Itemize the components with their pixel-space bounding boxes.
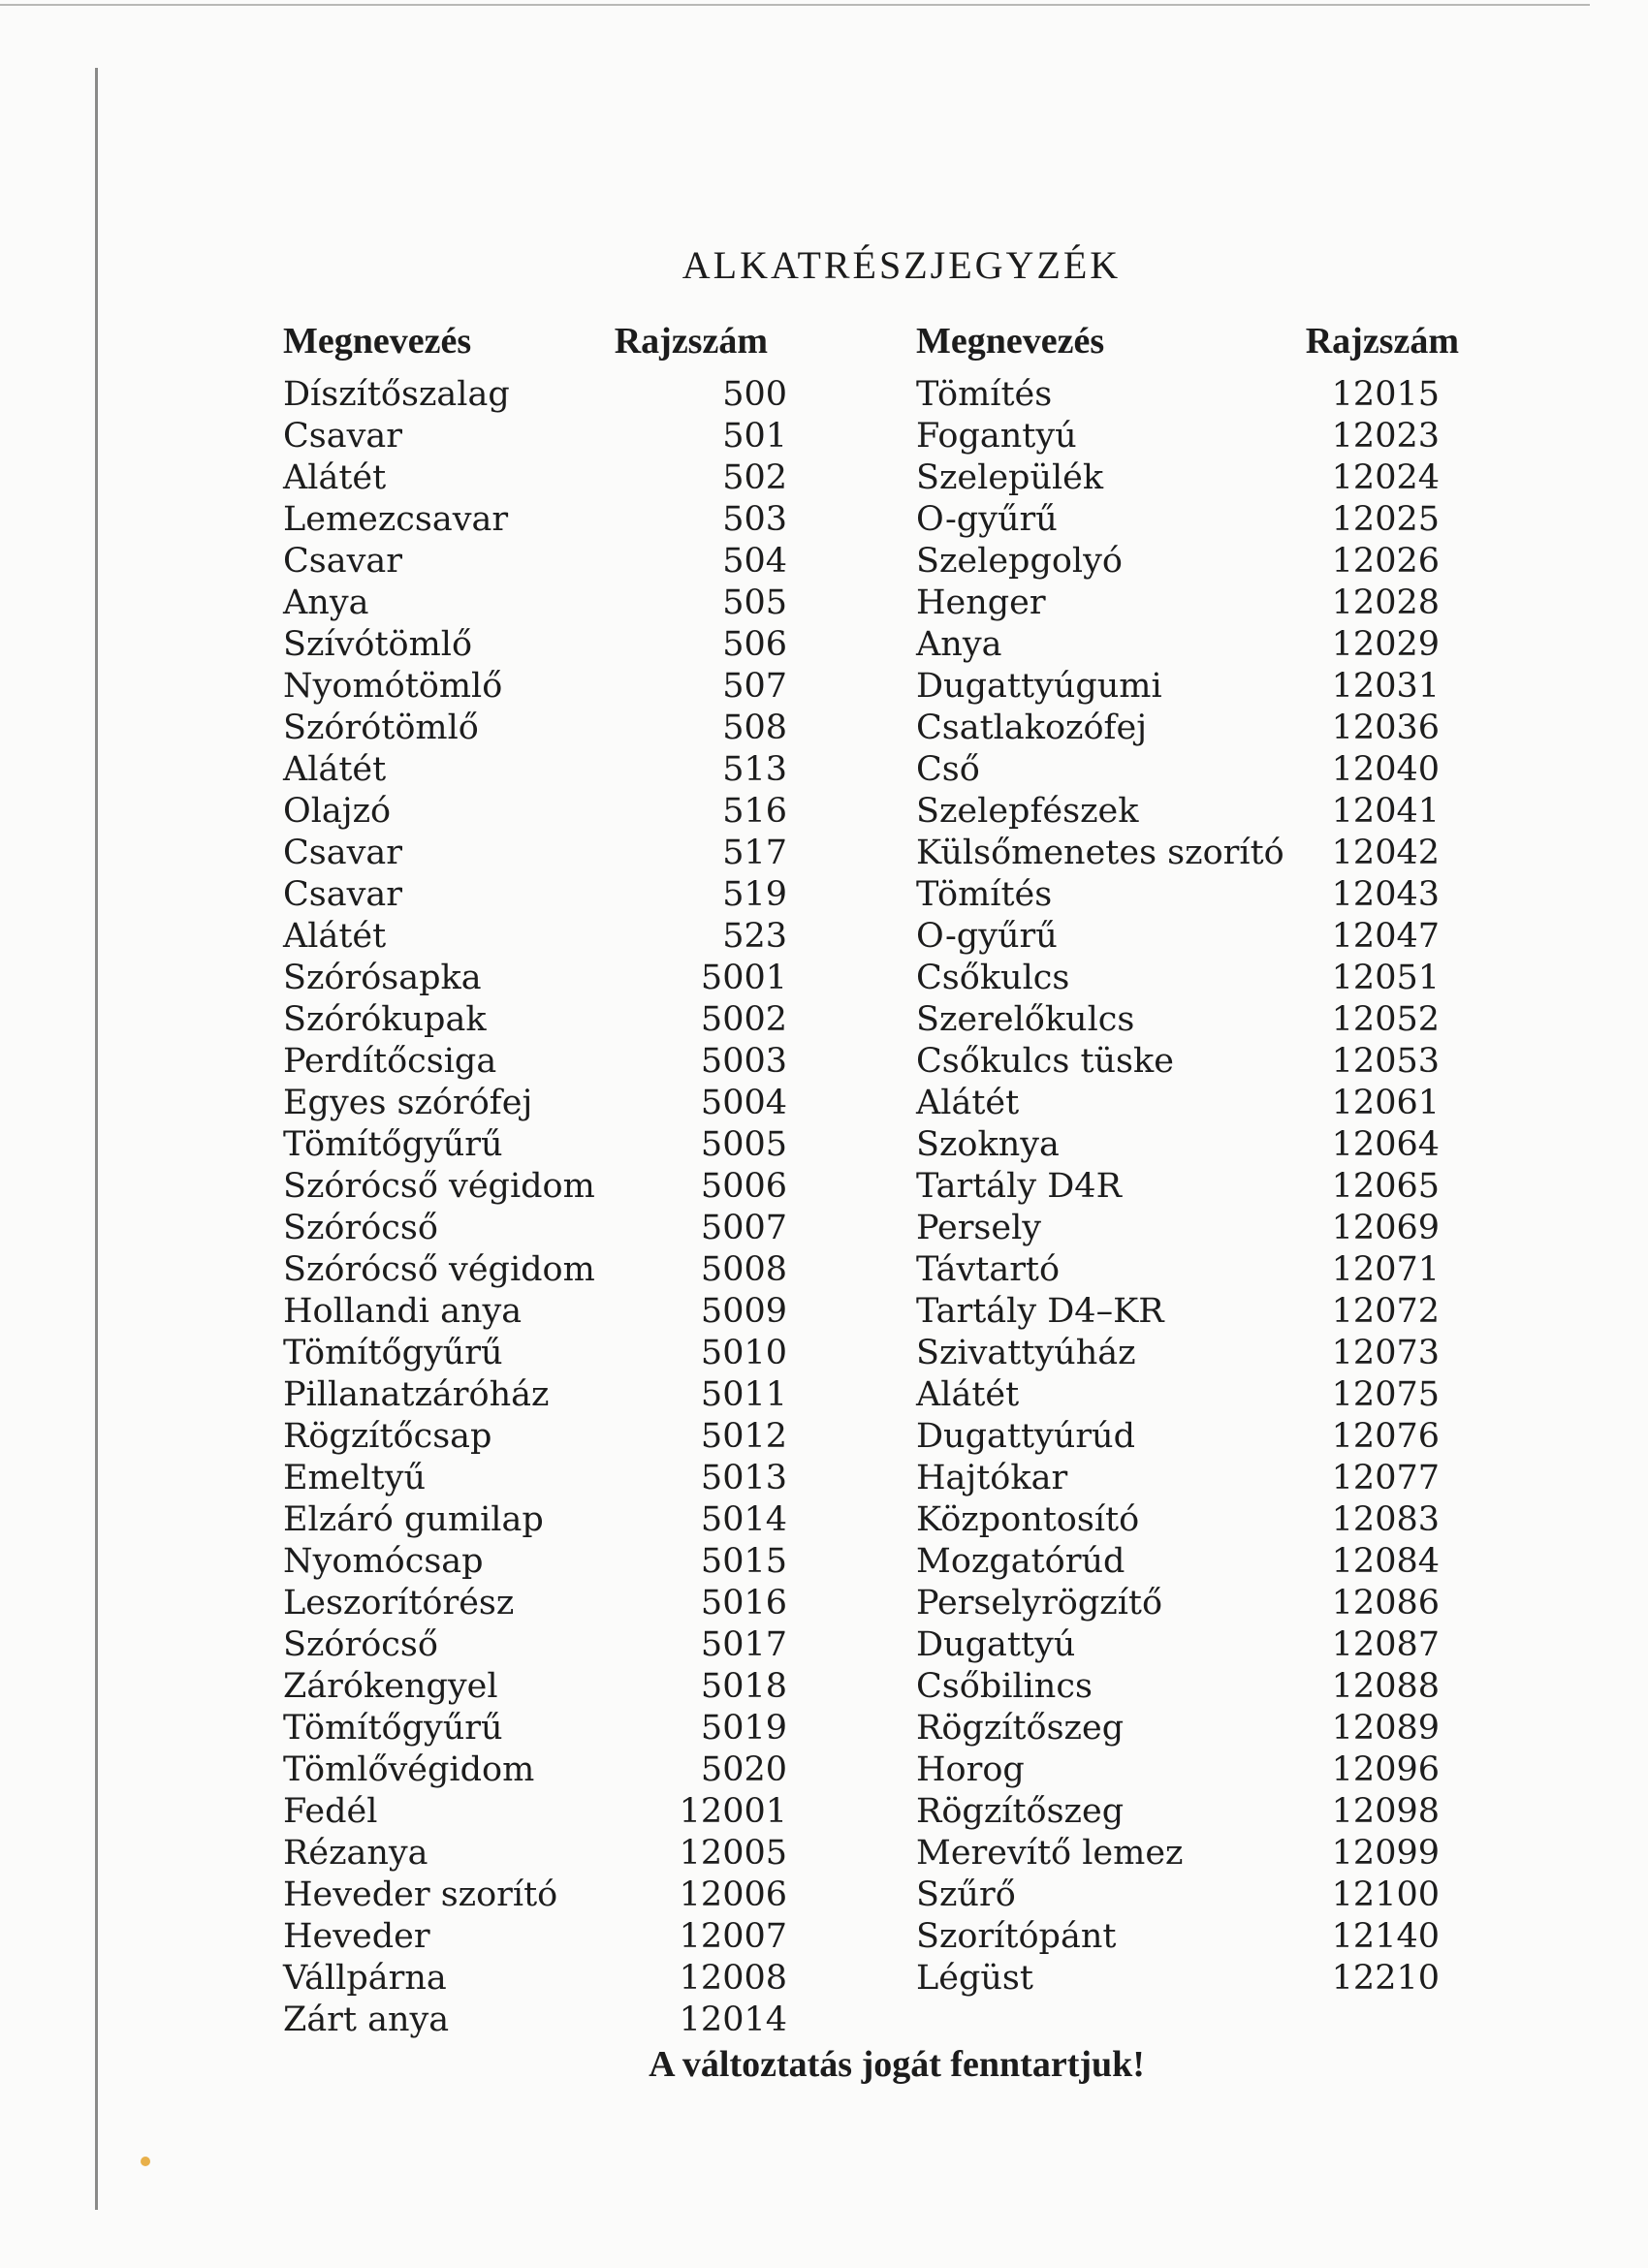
part-code: 12041	[1331, 792, 1440, 831]
part-name: Csőkulcs tüske	[916, 1042, 1174, 1081]
part-name: Heveder	[283, 1917, 430, 1956]
part-name: Szívótömlő	[283, 625, 473, 664]
parts-list-left	[283, 374, 787, 2041]
table-row	[283, 374, 787, 416]
table-row	[916, 583, 1440, 624]
part-code: 5010	[700, 1334, 787, 1372]
table-row	[283, 791, 787, 833]
part-name: Csatlakozófej	[916, 709, 1148, 747]
part-code: 506	[722, 625, 787, 664]
part-code: 5018	[700, 1667, 787, 1706]
part-code: 12096	[1331, 1750, 1440, 1789]
part-name: Hajtókar	[916, 1459, 1068, 1497]
part-code: 516	[722, 792, 787, 831]
part-code: 12076	[1331, 1417, 1440, 1456]
part-name: Csőkulcs	[916, 959, 1070, 997]
table-row	[916, 874, 1440, 916]
table-row	[916, 791, 1440, 833]
table-row	[283, 1833, 787, 1874]
table-row	[283, 1166, 787, 1208]
part-code: 12210	[1331, 1959, 1440, 1998]
part-code: 507	[722, 667, 787, 706]
part-name: Tömítőgyűrű	[283, 1334, 503, 1372]
part-name: Tömítőgyűrű	[283, 1709, 503, 1748]
part-name: Csavar	[283, 875, 402, 914]
table-row	[916, 1666, 1440, 1708]
part-name: Nyomócsap	[283, 1542, 484, 1581]
part-code: 12064	[1331, 1125, 1440, 1164]
table-row	[916, 916, 1440, 958]
table-row	[283, 1041, 787, 1083]
part-name: Zárt anya	[283, 2000, 450, 2039]
table-row	[916, 1583, 1440, 1624]
table-row	[916, 1624, 1440, 1666]
part-name: Szórósapka	[283, 959, 482, 997]
part-code: 12072	[1331, 1292, 1440, 1331]
header-name: Megnevezés	[916, 321, 1105, 362]
part-name: Légüst	[916, 1959, 1033, 1998]
part-code: 5014	[700, 1500, 787, 1539]
header-code: Rajzszám	[614, 321, 768, 362]
part-code: 12088	[1331, 1667, 1440, 1706]
part-name: Elzáró gumilap	[283, 1500, 544, 1539]
part-code: 12029	[1331, 625, 1440, 664]
part-name: Persely	[916, 1209, 1042, 1247]
part-code: 12031	[1331, 667, 1440, 706]
table-row	[283, 1666, 787, 1708]
part-code: 12073	[1331, 1334, 1440, 1372]
part-name: Tartály D4–KR	[916, 1292, 1164, 1331]
table-row	[916, 1291, 1440, 1333]
table-row	[916, 1124, 1440, 1166]
table-row	[916, 1208, 1440, 1249]
part-name: Szórócső végidom	[283, 1167, 595, 1206]
left-margin-rule	[95, 68, 98, 2210]
part-code: 12042	[1331, 834, 1440, 872]
part-name: Perselyrögzítő	[916, 1584, 1163, 1622]
table-row	[283, 1541, 787, 1583]
part-code: 5019	[700, 1709, 787, 1748]
part-code: 501	[722, 417, 787, 456]
part-code: 12140	[1331, 1917, 1440, 1956]
part-code: 12071	[1331, 1250, 1440, 1289]
table-row	[916, 1458, 1440, 1499]
table-row	[916, 1041, 1440, 1083]
part-code: 12043	[1331, 875, 1440, 914]
part-name: Alátét	[916, 1084, 1020, 1122]
part-name: Lemezcsavar	[283, 500, 509, 539]
part-name: Rögzítőszeg	[916, 1792, 1125, 1831]
part-code: 5003	[700, 1042, 787, 1081]
table-row	[283, 916, 787, 958]
part-code: 12024	[1331, 458, 1440, 497]
part-code: 12099	[1331, 1834, 1440, 1873]
table-row	[283, 1749, 787, 1791]
top-edge-rule	[0, 4, 1590, 6]
part-name: Szórócső végidom	[283, 1250, 595, 1289]
table-row	[916, 1333, 1440, 1374]
table-row	[916, 457, 1440, 499]
part-code: 12014	[679, 2000, 787, 2039]
table-row	[283, 749, 787, 791]
document-title: ALKATRÉSZJEGYZÉK	[681, 243, 1122, 287]
table-row	[283, 1791, 787, 1833]
part-code: 502	[722, 458, 787, 497]
part-code: 12086	[1331, 1584, 1440, 1622]
part-code: 5006	[700, 1167, 787, 1206]
part-name: O-gyűrű	[916, 917, 1058, 956]
table-row	[916, 1083, 1440, 1124]
part-name: Külsőmenetes szorító	[916, 834, 1284, 872]
part-code: 513	[722, 750, 787, 789]
table-row	[283, 1416, 787, 1458]
part-code: 5004	[700, 1084, 787, 1122]
part-name: Tömítés	[916, 875, 1053, 914]
part-code: 12089	[1331, 1709, 1440, 1748]
table-row	[916, 1541, 1440, 1583]
column-header	[916, 320, 1459, 374]
part-name: Horog	[916, 1750, 1025, 1789]
table-row	[916, 708, 1440, 749]
part-code: 12087	[1331, 1625, 1440, 1664]
table-row	[916, 1874, 1440, 1916]
part-name: Tartály D4R	[916, 1167, 1122, 1206]
part-name: Egyes szórófej	[283, 1084, 533, 1122]
part-code: 12025	[1331, 500, 1440, 539]
part-name: Emeltyű	[283, 1459, 427, 1497]
part-name: Rögzítőszeg	[916, 1709, 1125, 1748]
part-code: 5005	[700, 1125, 787, 1164]
part-code: 5015	[700, 1542, 787, 1581]
part-code: 5012	[700, 1417, 787, 1456]
part-name: Dugattyúrúd	[916, 1417, 1135, 1456]
part-name: Csavar	[283, 542, 402, 581]
part-code: 5011	[700, 1375, 787, 1414]
table-row	[283, 583, 787, 624]
part-code: 12100	[1331, 1875, 1440, 1914]
part-code: 5009	[700, 1292, 787, 1331]
part-name: Perdítőcsiga	[283, 1042, 497, 1081]
table-row	[916, 624, 1440, 666]
part-name: Szelepülék	[916, 458, 1104, 497]
part-name: Zárókengyel	[283, 1667, 498, 1706]
part-name: Olajzó	[283, 792, 392, 831]
part-code: 12098	[1331, 1792, 1440, 1831]
part-name: Mozgatórúd	[916, 1542, 1125, 1581]
part-name: Rézanya	[283, 1834, 428, 1873]
part-code: 12053	[1331, 1042, 1440, 1081]
part-code: 12069	[1331, 1209, 1440, 1247]
part-code: 12007	[679, 1917, 787, 1956]
table-row	[283, 1333, 787, 1374]
part-name: Hollandi anya	[283, 1292, 523, 1331]
part-name: Szelepfészek	[916, 792, 1139, 831]
parts-list-right	[916, 374, 1440, 2000]
part-code: 12023	[1331, 417, 1440, 456]
table-row	[916, 1708, 1440, 1749]
table-row	[283, 1708, 787, 1749]
part-name: Szórócső	[283, 1625, 438, 1664]
part-code: 12015	[1331, 375, 1440, 414]
part-name: Alátét	[283, 458, 387, 497]
part-name: Szórócső	[283, 1209, 438, 1247]
table-row	[916, 1749, 1440, 1791]
part-code: 12028	[1331, 583, 1440, 622]
part-name: Fogantyú	[916, 417, 1077, 456]
table-row	[283, 1499, 787, 1541]
table-row	[283, 833, 787, 874]
part-name: Alátét	[283, 750, 387, 789]
part-name: Csavar	[283, 834, 402, 872]
table-row	[916, 541, 1440, 583]
part-code: 5017	[700, 1625, 787, 1664]
part-code: 5016	[700, 1584, 787, 1622]
table-row	[283, 1291, 787, 1333]
table-row	[916, 499, 1440, 541]
part-name: Alátét	[283, 917, 387, 956]
table-row	[283, 1208, 787, 1249]
part-name: Pillanatzáróház	[283, 1375, 550, 1414]
table-row	[283, 416, 787, 457]
part-name: Cső	[916, 750, 980, 789]
paper-speck	[141, 2157, 150, 2166]
part-name: Rögzítőcsap	[283, 1417, 492, 1456]
part-code: 523	[722, 917, 787, 956]
table-row	[283, 708, 787, 749]
table-row	[283, 1374, 787, 1416]
part-name: Dugattyúgumi	[916, 667, 1162, 706]
part-name: Tömítés	[916, 375, 1053, 414]
table-row	[283, 999, 787, 1041]
part-code: 12061	[1331, 1084, 1440, 1122]
table-row	[916, 1249, 1440, 1291]
part-name: Szivattyúház	[916, 1334, 1136, 1372]
table-row	[916, 999, 1440, 1041]
part-name: Szelepgolyó	[916, 542, 1123, 581]
part-name: Tömítőgyűrű	[283, 1125, 503, 1164]
part-name: Szoknya	[916, 1125, 1060, 1164]
part-name: Anya	[916, 625, 1002, 664]
part-code: 12051	[1331, 959, 1440, 997]
table-row	[283, 499, 787, 541]
table-row	[916, 1958, 1440, 2000]
table-row	[283, 457, 787, 499]
table-row	[283, 541, 787, 583]
part-code: 5008	[700, 1250, 787, 1289]
header-code: Rajzszám	[1305, 321, 1459, 362]
part-code: 5020	[700, 1750, 787, 1789]
part-name: Díszítőszalag	[283, 375, 510, 414]
part-code: 12047	[1331, 917, 1440, 956]
table-row	[283, 666, 787, 708]
table-row	[916, 1166, 1440, 1208]
table-row	[283, 1249, 787, 1291]
part-name: Távtartó	[916, 1250, 1061, 1289]
part-name: Merevítő lemez	[916, 1834, 1184, 1873]
table-row	[916, 1416, 1440, 1458]
table-row	[283, 874, 787, 916]
part-code: 12065	[1331, 1167, 1440, 1206]
table-row	[283, 1083, 787, 1124]
part-name: Központosító	[916, 1500, 1140, 1539]
part-name: Szórókupak	[283, 1000, 487, 1039]
part-name: Csavar	[283, 417, 402, 456]
table-row	[283, 1874, 787, 1916]
footer-note: A változtatás jogát fenntartjuk!	[649, 2044, 1145, 2085]
part-code: 12052	[1331, 1000, 1440, 1039]
part-code: 508	[722, 709, 787, 747]
table-row	[916, 1374, 1440, 1416]
part-code: 12084	[1331, 1542, 1440, 1581]
part-code: 12083	[1331, 1500, 1440, 1539]
part-code: 503	[722, 500, 787, 539]
part-code: 5013	[700, 1459, 787, 1497]
part-code: 12026	[1331, 542, 1440, 581]
part-code: 517	[722, 834, 787, 872]
part-name: Szűrő	[916, 1875, 1016, 1914]
part-name: Leszorítórész	[283, 1584, 515, 1622]
table-row	[283, 1958, 787, 2000]
part-name: Nyomótömlő	[283, 667, 503, 706]
parts-column-left	[283, 320, 787, 2041]
part-code: 500	[722, 375, 787, 414]
part-code: 12006	[679, 1875, 787, 1914]
table-row	[916, 958, 1440, 999]
part-name: Csőbilincs	[916, 1667, 1093, 1706]
part-code: 505	[722, 583, 787, 622]
part-name: O-gyűrű	[916, 500, 1058, 539]
part-code: 5001	[700, 959, 787, 997]
table-row	[283, 1916, 787, 1958]
part-code: 12040	[1331, 750, 1440, 789]
part-code: 12005	[679, 1834, 787, 1873]
table-row	[916, 1916, 1440, 1958]
part-code: 12077	[1331, 1459, 1440, 1497]
part-name: Heveder szorító	[283, 1875, 558, 1914]
part-name: Anya	[283, 583, 369, 622]
table-row	[916, 374, 1440, 416]
column-header	[283, 320, 787, 374]
table-row	[916, 749, 1440, 791]
part-code: 12075	[1331, 1375, 1440, 1414]
table-row	[916, 833, 1440, 874]
part-code: 519	[722, 875, 787, 914]
table-row	[916, 1791, 1440, 1833]
part-code: 12001	[679, 1792, 787, 1831]
part-name: Szerelőkulcs	[916, 1000, 1135, 1039]
part-name: Tömlővégidom	[283, 1750, 535, 1789]
part-code: 5002	[700, 1000, 787, 1039]
part-name: Szorítópánt	[916, 1917, 1117, 1956]
part-name: Szórótömlő	[283, 709, 479, 747]
header-name: Megnevezés	[283, 321, 472, 362]
table-row	[916, 666, 1440, 708]
part-name: Vállpárna	[283, 1959, 447, 1998]
table-row	[283, 1124, 787, 1166]
part-code: 504	[722, 542, 787, 581]
table-row	[283, 1458, 787, 1499]
table-row	[916, 1833, 1440, 1874]
part-name: Dugattyú	[916, 1625, 1076, 1664]
part-code: 5007	[700, 1209, 787, 1247]
part-name: Henger	[916, 583, 1046, 622]
parts-column-right	[916, 320, 1459, 2000]
part-name: Fedél	[283, 1792, 378, 1831]
part-code: 12036	[1331, 709, 1440, 747]
part-name: Alátét	[916, 1375, 1020, 1414]
table-row	[916, 416, 1440, 457]
table-row	[916, 1499, 1440, 1541]
table-row	[283, 958, 787, 999]
part-code: 12008	[679, 1959, 787, 1998]
table-row	[283, 1624, 787, 1666]
table-row	[283, 1583, 787, 1624]
table-row	[283, 624, 787, 666]
table-row	[283, 2000, 787, 2041]
